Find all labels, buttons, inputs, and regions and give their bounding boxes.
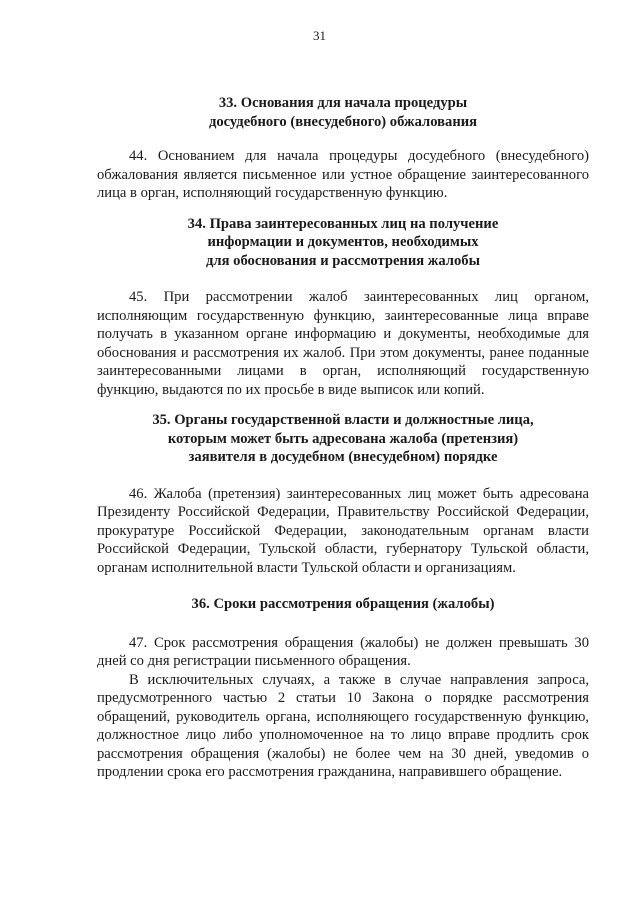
heading-line: 34. Права заинтересованных лиц на получение (187, 215, 499, 232)
section-33-heading (97, 94, 589, 131)
paragraph-line: получать в указанном органе информацию и документы, необходимые для (97, 326, 589, 342)
paragraph-line: продлении срока его рассмотрения гражданина, направившего обращение. (97, 764, 563, 780)
paragraph-line: обращений, руководитель органа, исполняющего государственную функцию, (97, 708, 589, 725)
heading-line: 33. Основания для начала процедуры (218, 95, 468, 111)
paragraph-line: Российской Федерации, Тульской области, губернатору Тульской области, (97, 541, 589, 557)
paragraph-47-continuation (97, 671, 589, 782)
paragraph-line: В исключительных случаях, а также в случае направления запроса, (129, 671, 589, 688)
paragraph-line: функцию, выдаются по их просьбе в виде выписок или копий. (97, 381, 485, 398)
section-36-heading (97, 595, 589, 614)
paragraph-46 (97, 485, 589, 578)
paragraph-line: Президенту Российской Федерации, Правительству Российской Федерации, (97, 504, 589, 520)
paragraph-line: должностное лицо либо уполномоченное на то лицо вправе продлить срок (97, 727, 589, 743)
paragraph-line: 45. При рассмотрении жалоб заинтересованных лиц органом, (129, 289, 589, 305)
paragraph-line: 47. Срок рассмотрения обращения (жалобы) не должен превышать 30 (129, 634, 589, 651)
paragraph-line: исполняющим государственную функцию, заинтересованные лица вправе (97, 307, 589, 324)
paragraph-line: лица в орган, исполняющий государственную функцию. (97, 185, 448, 201)
heading-line: 35. Органы государственной власти и должностные лица, (152, 412, 534, 428)
paragraph-line: обжалования является письменное или устное обращение заинтересованного (97, 166, 589, 183)
paragraph-line: 44. Основанием для начала процедуры досудебного (внесудебного) (129, 148, 589, 164)
paragraph-line: заинтересованными лицами в орган, исполняющий государственную (97, 363, 589, 379)
section-34-heading (97, 215, 589, 271)
paragraph-47 (97, 634, 589, 671)
heading-line: 36. Сроки рассмотрения обращения (жалобы) (191, 596, 495, 612)
heading-line: информации и документов, необходимых (207, 234, 479, 250)
heading-line: которым может быть адресована жалоба (претензия) (167, 430, 519, 447)
paragraph-44 (97, 147, 589, 203)
heading-line: для обоснования и рассмотрения жалобы (206, 252, 480, 269)
page-number: 31 (313, 28, 326, 43)
paragraph-line: прокуратуре Российской Федерации, законодательным органам власти (97, 522, 589, 539)
heading-line: досудебного (внесудебного) обжалования (208, 113, 478, 130)
paragraph-line: рассмотрения обращения (жалобы) не более чем на 30 дней, уведомив о (97, 745, 589, 762)
paragraph-line: дней со дня регистрации письменного обращения. (97, 653, 411, 669)
section-35-heading (97, 411, 589, 467)
paragraph-45 (97, 288, 589, 399)
heading-line: заявителя в досудебном (внесудебном) порядке (188, 449, 498, 465)
paragraph-line: предусмотренного частью 2 статьи 10 Закона о порядке рассмотрения (97, 690, 589, 706)
paragraph-line: 46. Жалоба (претензия) заинтересованных лиц может быть адресована (129, 485, 589, 502)
paragraph-line: органам исполнительной власти Тульской области и организациям. (97, 559, 516, 576)
paragraph-line: обоснования и рассмотрения их жалоб. При этом документы, ранее поданные (97, 344, 589, 361)
document-body (97, 94, 589, 782)
